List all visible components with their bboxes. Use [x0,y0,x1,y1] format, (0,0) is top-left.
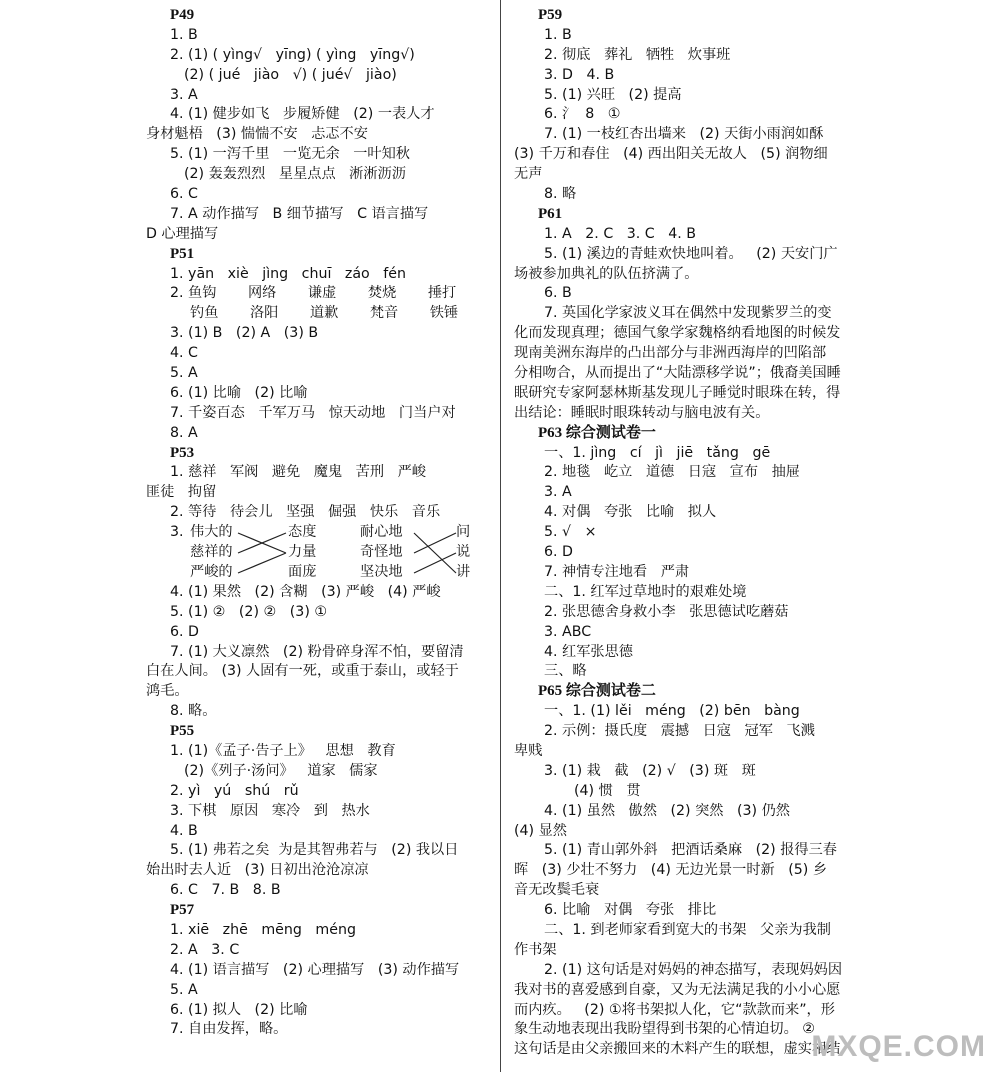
answer-line: 4. (1) 健步如飞 步履矫健 (2) 一表人才 [170,106,435,123]
answer-line: 2. A 3. C [170,941,240,958]
answer-line: 白在人间。 (3) 人固有一死，或重于泰山，或轻于 [146,663,459,680]
page-heading: P59 [538,7,563,23]
answer-line: 作书架 [514,941,557,958]
answer-line: 7. (1) 大义凛然 (2) 粉骨碎身浑不怕，要留清 [170,643,464,660]
answer-line: 钓鱼 洛阳 道歉 梵音 铁锤 [190,305,459,322]
answer-line: 出结论：睡眠时眼珠转动与脑电波有关。 [514,404,770,421]
answer-line: 3. (1) 栽 截 (2) √ (3) 斑 斑 [544,762,756,779]
answer-line: 5. √ × [544,524,597,541]
answer-line: 6. D [544,544,573,561]
page-heading: P65 综合测试卷二 [538,683,656,700]
answer-line: 5. (1) 青山郭外斜 把酒话桑麻 (2) 报得三春 [544,842,837,859]
answer-line: 1. A 2. C 3. C 4. B [544,225,697,242]
answer-line: 7. A 动作描写 B 细节描写 C 语言描写 [170,205,429,222]
match-word: 耐心地 [360,524,403,541]
answer-line: 身材魁梧 (3) 惴惴不安 忐忑不安 [146,126,368,143]
answer-line: 3. A [544,484,572,501]
answer-line: 4. (1) 果然 (2) 含糊 (3) 严峻 (4) 严峻 [170,583,441,600]
answer-line: 4. (1) 虽然 傲然 (2) 突然 (3) 仍然 [544,802,790,819]
answer-line: 化而发现真理；德国气象学家魏格纳看地图的时候发 [514,325,841,342]
answer-line: 3. 下棋 原因 寒冷 到 热水 [170,802,370,819]
match-word: 态度 [288,524,317,541]
answer-line: 5. (1) 溪边的青蛙欢快地叫着。 (2) 天安门广 [544,245,838,262]
answer-line: 1. 慈祥 军阀 避免 魔鬼 苦刑 严峻 [170,464,426,481]
answer-line: 5. A [170,981,198,998]
answer-line: 场被参加典礼的队伍挤满了。 [514,265,699,282]
answer-line: 二、1. 到老师家看到宽大的书架 父亲为我制 [544,921,831,938]
answer-line: 卑贱 [514,742,543,759]
page-heading: P55 [170,723,195,740]
match-word: 问 [456,524,471,541]
answer-line: (3) 千万和春住 (4) 西出阳关无故人 (5) 润物细 [514,146,828,163]
answer-line: 4. (1) 语言描写 (2) 心理描写 (3) 动作描写 [170,961,460,978]
watermark-logo: MXQE.COM [811,1030,986,1063]
answer-line: 5. (1) 兴旺 (2) 提高 [544,86,682,103]
match-word: 坚决地 [360,563,403,580]
page-heading: P61 [538,205,563,222]
answer-line: 1. yān xiè jìng chuī záo fén [170,265,406,282]
answer-line: 1. B [170,26,198,43]
answer-line: 象生动地表现出我盼望得到书架的心情迫切。 ② [514,1021,815,1038]
question-number: 3. [170,524,184,541]
answer-line: 5. (1) 一泻千里 一览无余 一叶知秋 [170,146,410,163]
answer-line: 鸿毛。 [146,683,189,700]
answer-line: 2. 等待 待会儿 坚强 倔强 快乐 音乐 [170,504,441,521]
answer-line: 8. 略 [544,186,577,203]
answer-line: 这句话是由父亲搬回来的木料产生的联想，虚实相结 [514,1041,841,1058]
match-word: 面庞 [288,563,317,580]
answer-line: (2) 轰轰烈烈 星星点点 淅淅沥沥 [184,166,406,183]
answer-line: 1. (1)《孟子·告子上》 思想 教育 [170,742,396,759]
answer-line: 6. (1) 拟人 (2) 比喻 [170,1001,308,1018]
answer-line: 2. 鱼钩 网络 谦虚 焚烧 捶打 [170,285,457,302]
match-line [414,553,456,573]
answer-line: 1. xiē zhē mēng méng [170,921,356,938]
answer-line: 音无改鬓毛衰 [514,882,600,899]
answer-line: 1. B [544,26,572,43]
answer-line: 7. 神情专注地看 严肃 [544,563,690,580]
answer-line: 7. 千姿百态 千军万马 惊天动地 门当户对 [170,404,456,421]
answer-line: (4) 惯 贯 [574,782,641,799]
page-heading: P57 [170,902,195,919]
page-heading: P51 [170,245,195,262]
answer-line: 2. yì yú shú rǔ [170,782,299,799]
match-word: 奇怪地 [360,544,403,561]
match-line [238,553,286,573]
answer-line: 5. (1) 弗若之矣 为是其智弗若与 (2) 我以日 [170,842,459,859]
answer-line: (4) 显然 [514,822,567,839]
answer-line: 5. (1) ② (2) ② (3) ① [170,603,328,620]
answer-line: 7. 英国化学家波义耳在偶然中发现紫罗兰的变 [544,305,832,322]
answer-line: 4. 对偶 夸张 比喻 拟人 [544,504,717,521]
answer-line: 2. 彻底 葬礼 牺牲 炊事班 [544,46,731,63]
page-heading: P63 综合测试卷一 [538,424,656,441]
answer-line: 4. 红军张思德 [544,643,633,660]
answer-line: 我对书的喜爱感到自豪，又为无法满足我的小小心愿 [514,981,841,998]
answer-line: 4. C [170,345,198,362]
match-word: 伟大的 [190,524,233,541]
answer-line: 一、1. jìng cí jì jiē tǎng gē [544,444,771,461]
right-column [514,6,850,1060]
answer-line: 始出时去人近 (3) 日初出沧沧凉凉 [146,862,369,879]
answer-line: 6. D [170,623,199,640]
answer-line: 7. (1) 一枝红杏出墙来 (2) 天街小雨润如酥 [544,126,824,143]
answer-line: 3. D 4. B [544,66,615,83]
page-heading: P53 [170,444,195,461]
answer-line: 2. 张思德舍身救小李 张思德试吃蘑菇 [544,603,789,620]
match-line [414,533,456,553]
answer-line: 2. 示例：摄氏度 震撼 日寇 冠军 飞溅 [544,723,815,740]
answer-line: (2)《列子·汤问》 道家 儒家 [184,762,378,779]
answer-line: 2. 地毯 屹立 道德 日寇 宣布 抽屉 [544,464,800,481]
answer-line: 8. A [170,424,198,441]
matching-exercise [146,523,498,583]
match-word: 说 [456,544,471,561]
answer-line: 2. (1) ( yìng√ yīng) ( yìng yīng√) [170,46,415,63]
page-heading: P49 [170,7,195,23]
answer-line: 一、1. (1) lěi méng (2) bēn bàng [544,703,800,720]
answer-line: 4. B [170,822,198,839]
answer-line: 5. A [170,365,198,382]
answer-line: 现南美洲东海岸的凸出部分与非洲西海岸的凹陷部 [514,345,827,362]
answer-line: 3. ABC [544,623,592,640]
answer-line: 晖 (3) 少壮不努力 (4) 无边光景一时新 (5) 乡 [514,862,828,879]
answer-line: 6. 氵 8 ① [544,106,621,123]
match-word: 力量 [288,544,317,561]
answer-line: 分相吻合，从而提出了“大陆漂移学说”；俄裔美国睡 [514,365,841,382]
column-divider [500,0,501,1072]
answer-line: 无声 [514,166,543,183]
answer-line: (2) ( jué jiào √) ( jué√ jiào) [184,66,397,83]
answer-line: 3. A [170,86,198,103]
answer-line: 三、略 [544,663,587,680]
match-word: 严峻的 [190,563,233,580]
answer-line: 二、1. 红军过草地时的艰难处境 [544,583,747,600]
match-line [414,533,456,573]
left-column [146,6,498,1040]
match-word: 慈祥的 [190,544,233,561]
answer-line: 6. 比喻 对偶 夸张 排比 [544,902,717,919]
match-word: 讲 [456,563,471,580]
answer-line: 7. 自由发挥，略。 [170,1021,288,1038]
answer-line: 匪徒 拘留 [146,484,217,501]
answer-line: 8. 略。 [170,703,217,720]
answer-line: D 心理描写 [146,225,219,242]
answer-line: 6. C 7. B 8. B [170,882,281,899]
answer-line: 眠研究专家阿瑟林斯基发现儿子睡觉时眼珠在转，得 [514,384,841,401]
answer-line: 而内疚。 (2) ①将书架拟人化，它“款款而来”，形 [514,1001,835,1018]
match-lines [146,523,498,583]
answer-line: 3. (1) B (2) A (3) B [170,325,319,342]
answer-line: 6. C [170,186,198,203]
answer-line: 6. (1) 比喻 (2) 比喻 [170,384,308,401]
answer-line: 6. B [544,285,572,302]
answer-line: 2. (1) 这句话是对妈妈的神态描写，表现妈妈因 [544,961,843,978]
